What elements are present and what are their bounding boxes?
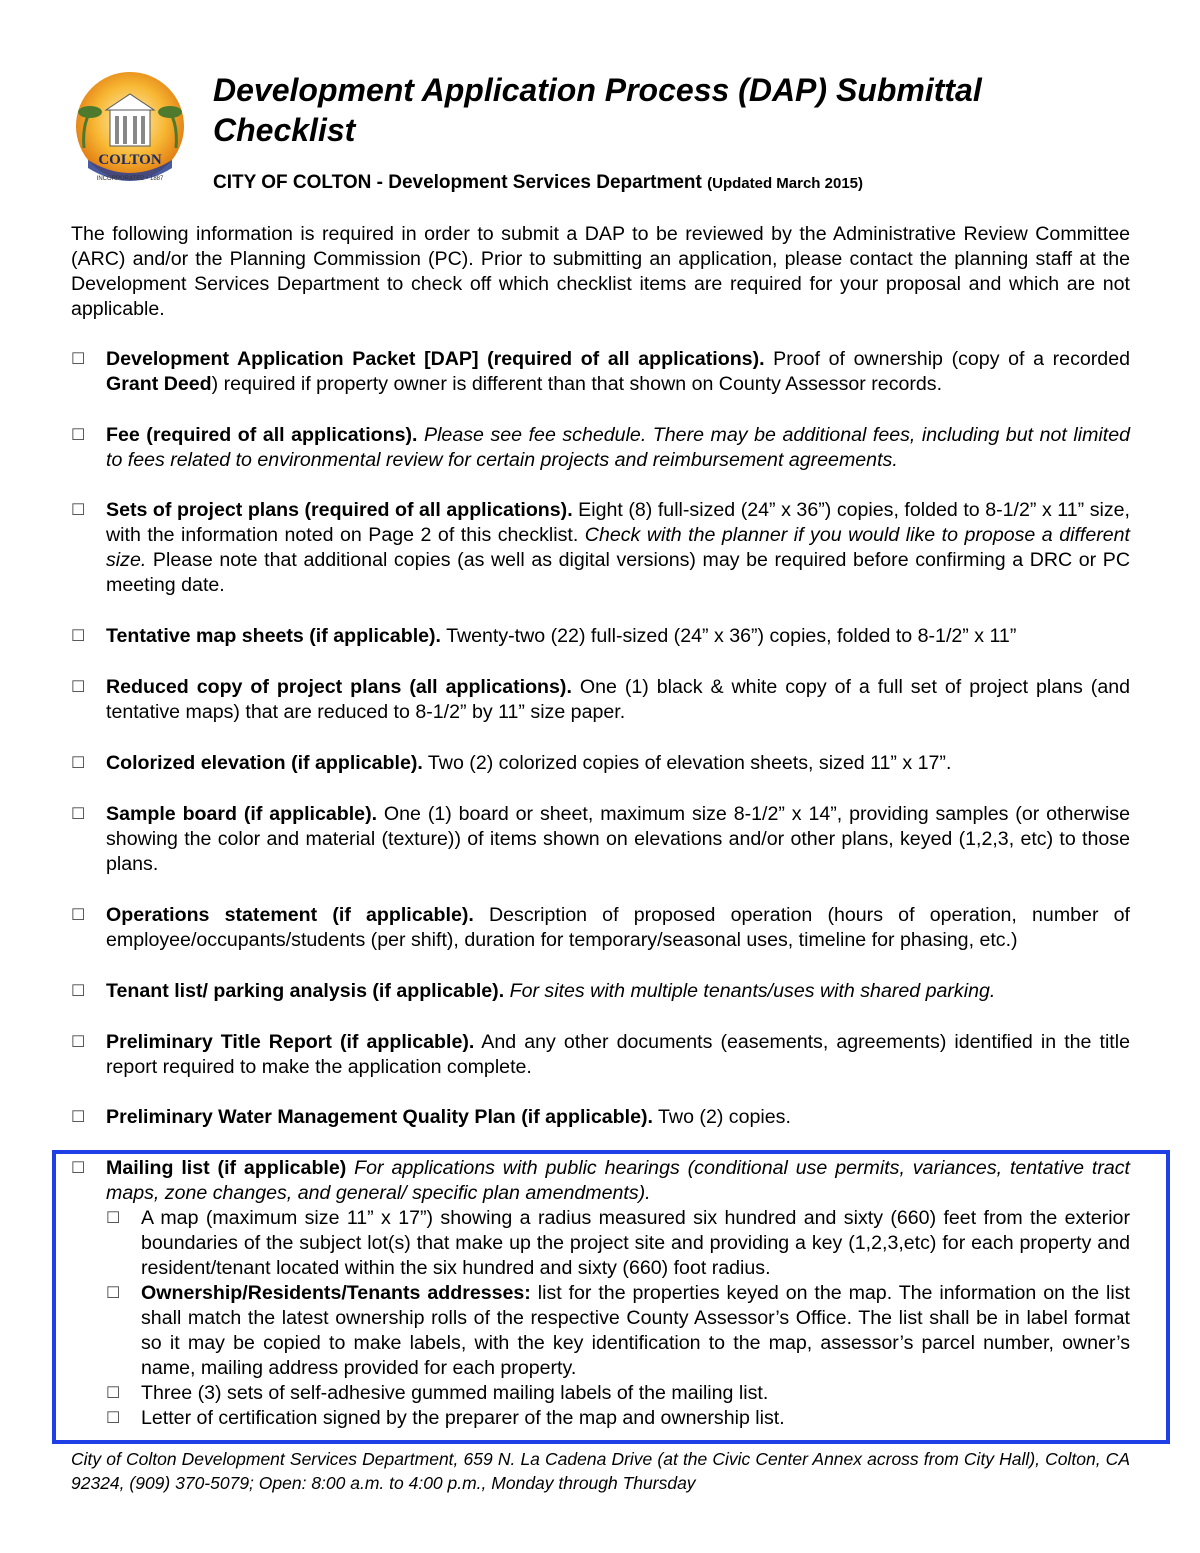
logo-wordmark: COLTON [98, 152, 162, 168]
checkbox-icon[interactable]: ☐ [106, 1410, 121, 1427]
checkbox-icon[interactable]: ☐ [71, 679, 86, 696]
city-seal-logo [68, 68, 192, 188]
checklist-item-water-quality-plan: ☐ Preliminary Water Management Quality Plan (if applicable). Two (2) copies. [71, 1106, 791, 1128]
checklist-item-project-plans: ☐ Sets of project plans (required of all applications). Eight (8) full-sized (24” x 36”) copies, folded to 8-1/2” x 11” size, with the information noted on Page 2 of this checklist. Check with the planner if you would like to propose a different size. Please note that additional copies (as well as digital versions) may be required before confirming a DRC or PC meeting date. [71, 499, 1130, 596]
checklist-item-sample-board: ☐ Sample board (if applicable). One (1) board or sheet, maximum size 8-1/2” x 14”, providing samples (or otherwise showing the color and material (texture)) of items shown on elevations and/or other plans, keyed (1,2,3, etc) to those plans. [71, 803, 1130, 875]
checkbox-icon[interactable]: ☐ [71, 427, 86, 444]
checkbox-icon[interactable]: ☐ [71, 983, 86, 1000]
checkbox-icon[interactable]: ☐ [106, 1210, 121, 1227]
mailing-subitem-map: ☐ A map (maximum size 11” x 17”) showing a radius measured six hundred and sixty (660) feet from the exterior boundaries of the subject lot(s) that make up the project site and providing a key (1,2,3,etc) for each property and resident/tenant located within the six hundred and sixty (660) foot radius. [106, 1207, 1130, 1279]
checkbox-icon[interactable]: ☐ [71, 502, 86, 519]
checklist-item-fee: ☐ Fee (required of all applications). Please see fee schedule. There may be additional fees, including but not limited to fees related to environmental review for certain projects and reimbursement agreements. [71, 424, 1130, 471]
intro-paragraph: The following information is required in order to submit a DAP to be reviewed by the Administrative Review Committee (ARC) and/or the Planning Commission (PC). Prior to submitting an application, please contact the planning staff at the Development Services Department to check off which checklist items are required for your proposal and which are not applicable. [71, 223, 1130, 320]
checkbox-icon[interactable]: ☐ [71, 1160, 86, 1177]
department-name: CITY OF COLTON - Development Services Department [213, 172, 702, 193]
checkbox-icon[interactable]: ☐ [71, 755, 86, 772]
checklist-item-tentative-map: ☐ Tentative map sheets (if applicable). Twenty-two (22) full-sized (24” x 36”) copies, folded to 8-1/2” x 11” [71, 625, 1017, 647]
checklist-item-tenant-list: ☐ Tenant list/ parking analysis (if applicable). For sites with multiple tenants/uses with shared parking. [71, 980, 996, 1002]
checkbox-icon[interactable]: ☐ [71, 1109, 86, 1126]
checklist-item-reduced-copy: ☐ Reduced copy of project plans (all applications). One (1) black & white copy of a full set of project plans (and tentative maps) that are reduced to 8-1/2” by 11” size paper. [71, 676, 1131, 723]
checklist-item-dap-packet: ☐ Development Application Packet [DAP] (required of all applications). Proof of ownership (copy of a recorded Grant Deed) required if property owner is different than that shown on County Assessor records. [71, 348, 1130, 395]
page-title: Development Application Process (DAP) Submittal Checklist [213, 72, 982, 148]
checklist-item-operations-statement: ☐ Operations statement (if applicable). Description of proposed operation (hours of operation, number of employee/occupants/students (per shift), duration for temporary/seasonal uses, timeline for phasing, etc.) [71, 904, 1130, 951]
checkbox-icon[interactable]: ☐ [71, 806, 86, 823]
checkbox-icon[interactable]: ☐ [106, 1285, 121, 1302]
mailing-subitem-labels: ☐ Three (3) sets of self-adhesive gummed mailing labels of the mailing list. [106, 1382, 769, 1404]
checkbox-icon[interactable]: ☐ [71, 907, 86, 924]
checkbox-icon[interactable]: ☐ [71, 351, 86, 368]
updated-date: (Updated March 2015) [707, 175, 863, 192]
checkbox-icon[interactable]: ☐ [106, 1385, 121, 1402]
checkbox-icon[interactable]: ☐ [71, 1034, 86, 1051]
footer-contact-info: City of Colton Development Services Department, 659 N. La Cadena Drive (at the Civic Center Annex across from City Hall), Colton, CA 92324, (909) 370-5079; Open: 8:00 a.m. to 4:00 p.m., Monday through Thursday [71, 1449, 1130, 1493]
department-subtitle [213, 172, 863, 194]
logo-motto: INCORPORATED • 1887 [96, 176, 164, 182]
checklist-item-mailing-list: ☐ Mailing list (if applicable) For applications with public hearings (conditional use permits, variances, tentative tract maps, zone changes, and general/ specific plan amendments). ☐ A map (maximum size 11” x 17”) showing a radius measured six hundred and sixty (660) feet from the exterior boundaries of the subject lot(s) that make up the project site and providing a key (1,2,3,etc) for each property and resident/tenant located within the six hundred and sixty (660) foot radius. ☐ Ownership/Residents/Tenants addresses: list for the properties keyed on the map. The information on the list shall match the latest ownership rolls of the respective County Assessor’s Office. The list shall be in label format so it may be copied to make labels, with the key identification to the map, assessor’s parcel number, owner’s name, mailing address provided for each property. ☐ Three (3) sets of self-adhesive gummed mailing labels of the mailing list. ☐ Letter of certification signed by the preparer of the map and ownership list. [71, 1157, 1131, 1429]
checklist-item-title-report: ☐ Preliminary Title Report (if applicable). And any other documents (easements, agreements) identified in the title report required to make the application complete. [71, 1031, 1130, 1078]
mailing-subitem-certification: ☐ Letter of certification signed by the preparer of the map and ownership list. [106, 1407, 785, 1429]
checklist-item-colorized-elevation: ☐ Colorized elevation (if applicable). Two (2) colorized copies of elevation sheets, sized 11” x 17”. [71, 752, 952, 774]
mailing-subitem-addresses: ☐ Ownership/Residents/Tenants addresses: list for the properties keyed on the map. The information on the list shall match the latest ownership rolls of the respective County Assessor’s Office. The list shall be in label format so it may be copied to make labels, with the key identification to the map, assessor’s parcel number, owner’s name, mailing address provided for each property. [106, 1282, 1130, 1379]
checkbox-icon[interactable]: ☐ [71, 628, 86, 645]
